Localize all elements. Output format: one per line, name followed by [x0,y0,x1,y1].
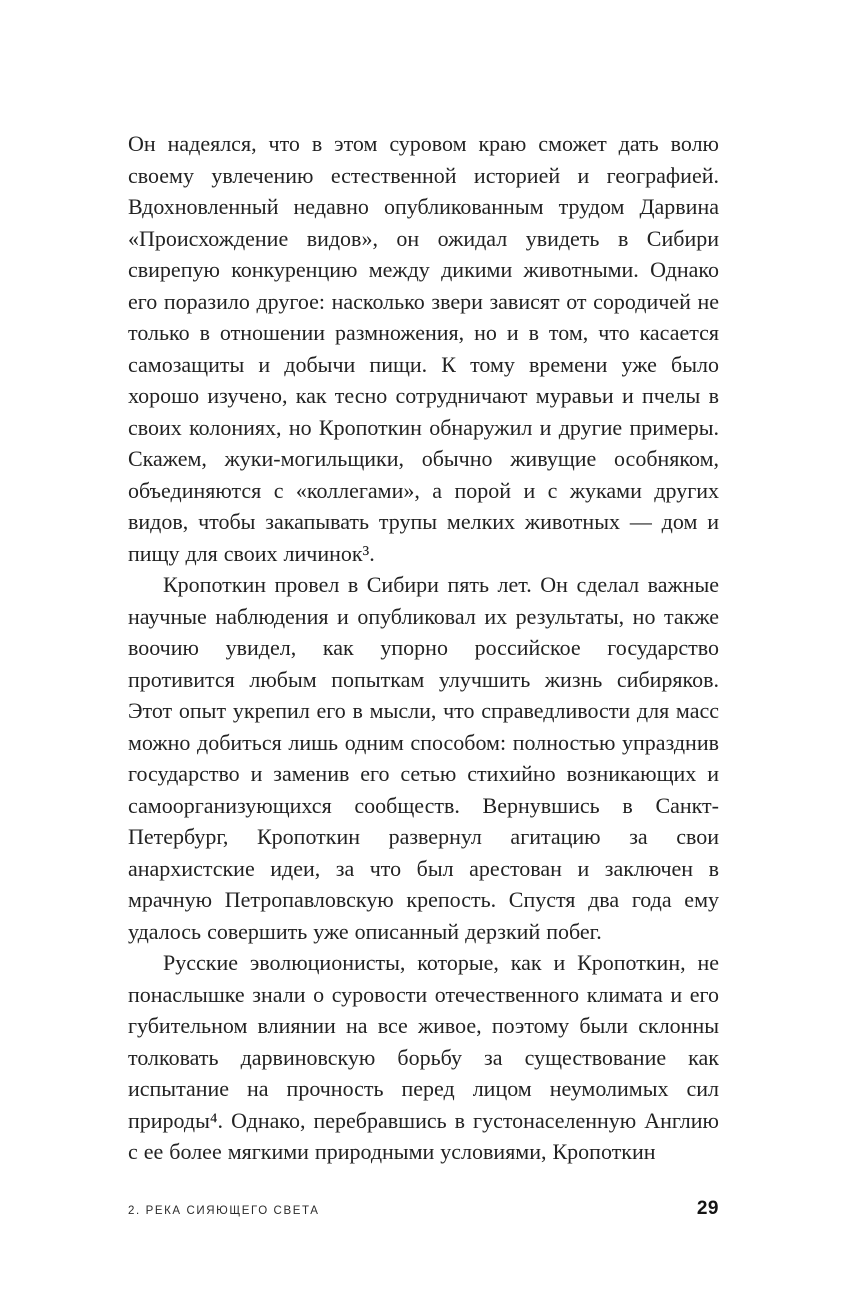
page-content [128,128,719,1168]
page-number: 29 [696,1198,719,1219]
paragraph: Он надеялся, что в этом суровом краю сможет дать волю своему увлечению естественной историей и географией. Вдохновленный недавно опубликованным трудом Дарвина «Происхождение видов», он ожидал увидеть в Сибири свирепую конкуренцию между дикими животными. Однако его поразило другое: насколько звери зависят от сородичей не только в отношении размножения, но и в том, что касается самозащиты и добычи пищи. К тому времени уже было хорошо изучено, как тесно сотрудничают муравьи и пчелы в своих колониях, но Кропоткин обнаружил и другие примеры. Скажем, жуки-могильщики, обычно живущие особняком, объединяются с «коллегами», а порой и с жуками других видов, чтобы закапывать трупы мелких животных — дом и пищу для своих личинок³. [128,131,719,566]
page-footer [128,1198,719,1220]
paragraph: Кропоткин провел в Сибири пять лет. Он сделал важные научные наблюдения и опубликовал их результаты, но также воочию увидел, как упорно российское государство противится любым попыткам улучшить жизнь сибиряков. Этот опыт укрепил его в мысли, что справедливости для масс можно добиться лишь одним способом: полностью упразднив государство и заменив его сетью стихийно возникающих и самоорганизующихся сообществ. Вернувшись в Санкт-Петербург, Кропоткин развернул агитацию за свои анархистские идеи, за что был арестован и заключен в мрачную Петропавловскую крепость. Спустя два года ему удалось совершить уже описанный дерзкий побег. [128,572,719,944]
paragraph: Русские эволюционисты, которые, как и Кропоткин, не понаслышке знали о суровости отечественного климата и его губительном влиянии на все живое, поэтому были склонны толковать дарвиновскую борьбу за существование как испытание на прочность перед лицом неумолимых сил природы⁴. Однако, перебравшись в густонаселенную Англию с ее более мягкими природными условиями, Кропоткин [128,950,719,1164]
running-title: 2. РЕКА СИЯЮЩЕГО СВЕТА [128,1205,320,1217]
